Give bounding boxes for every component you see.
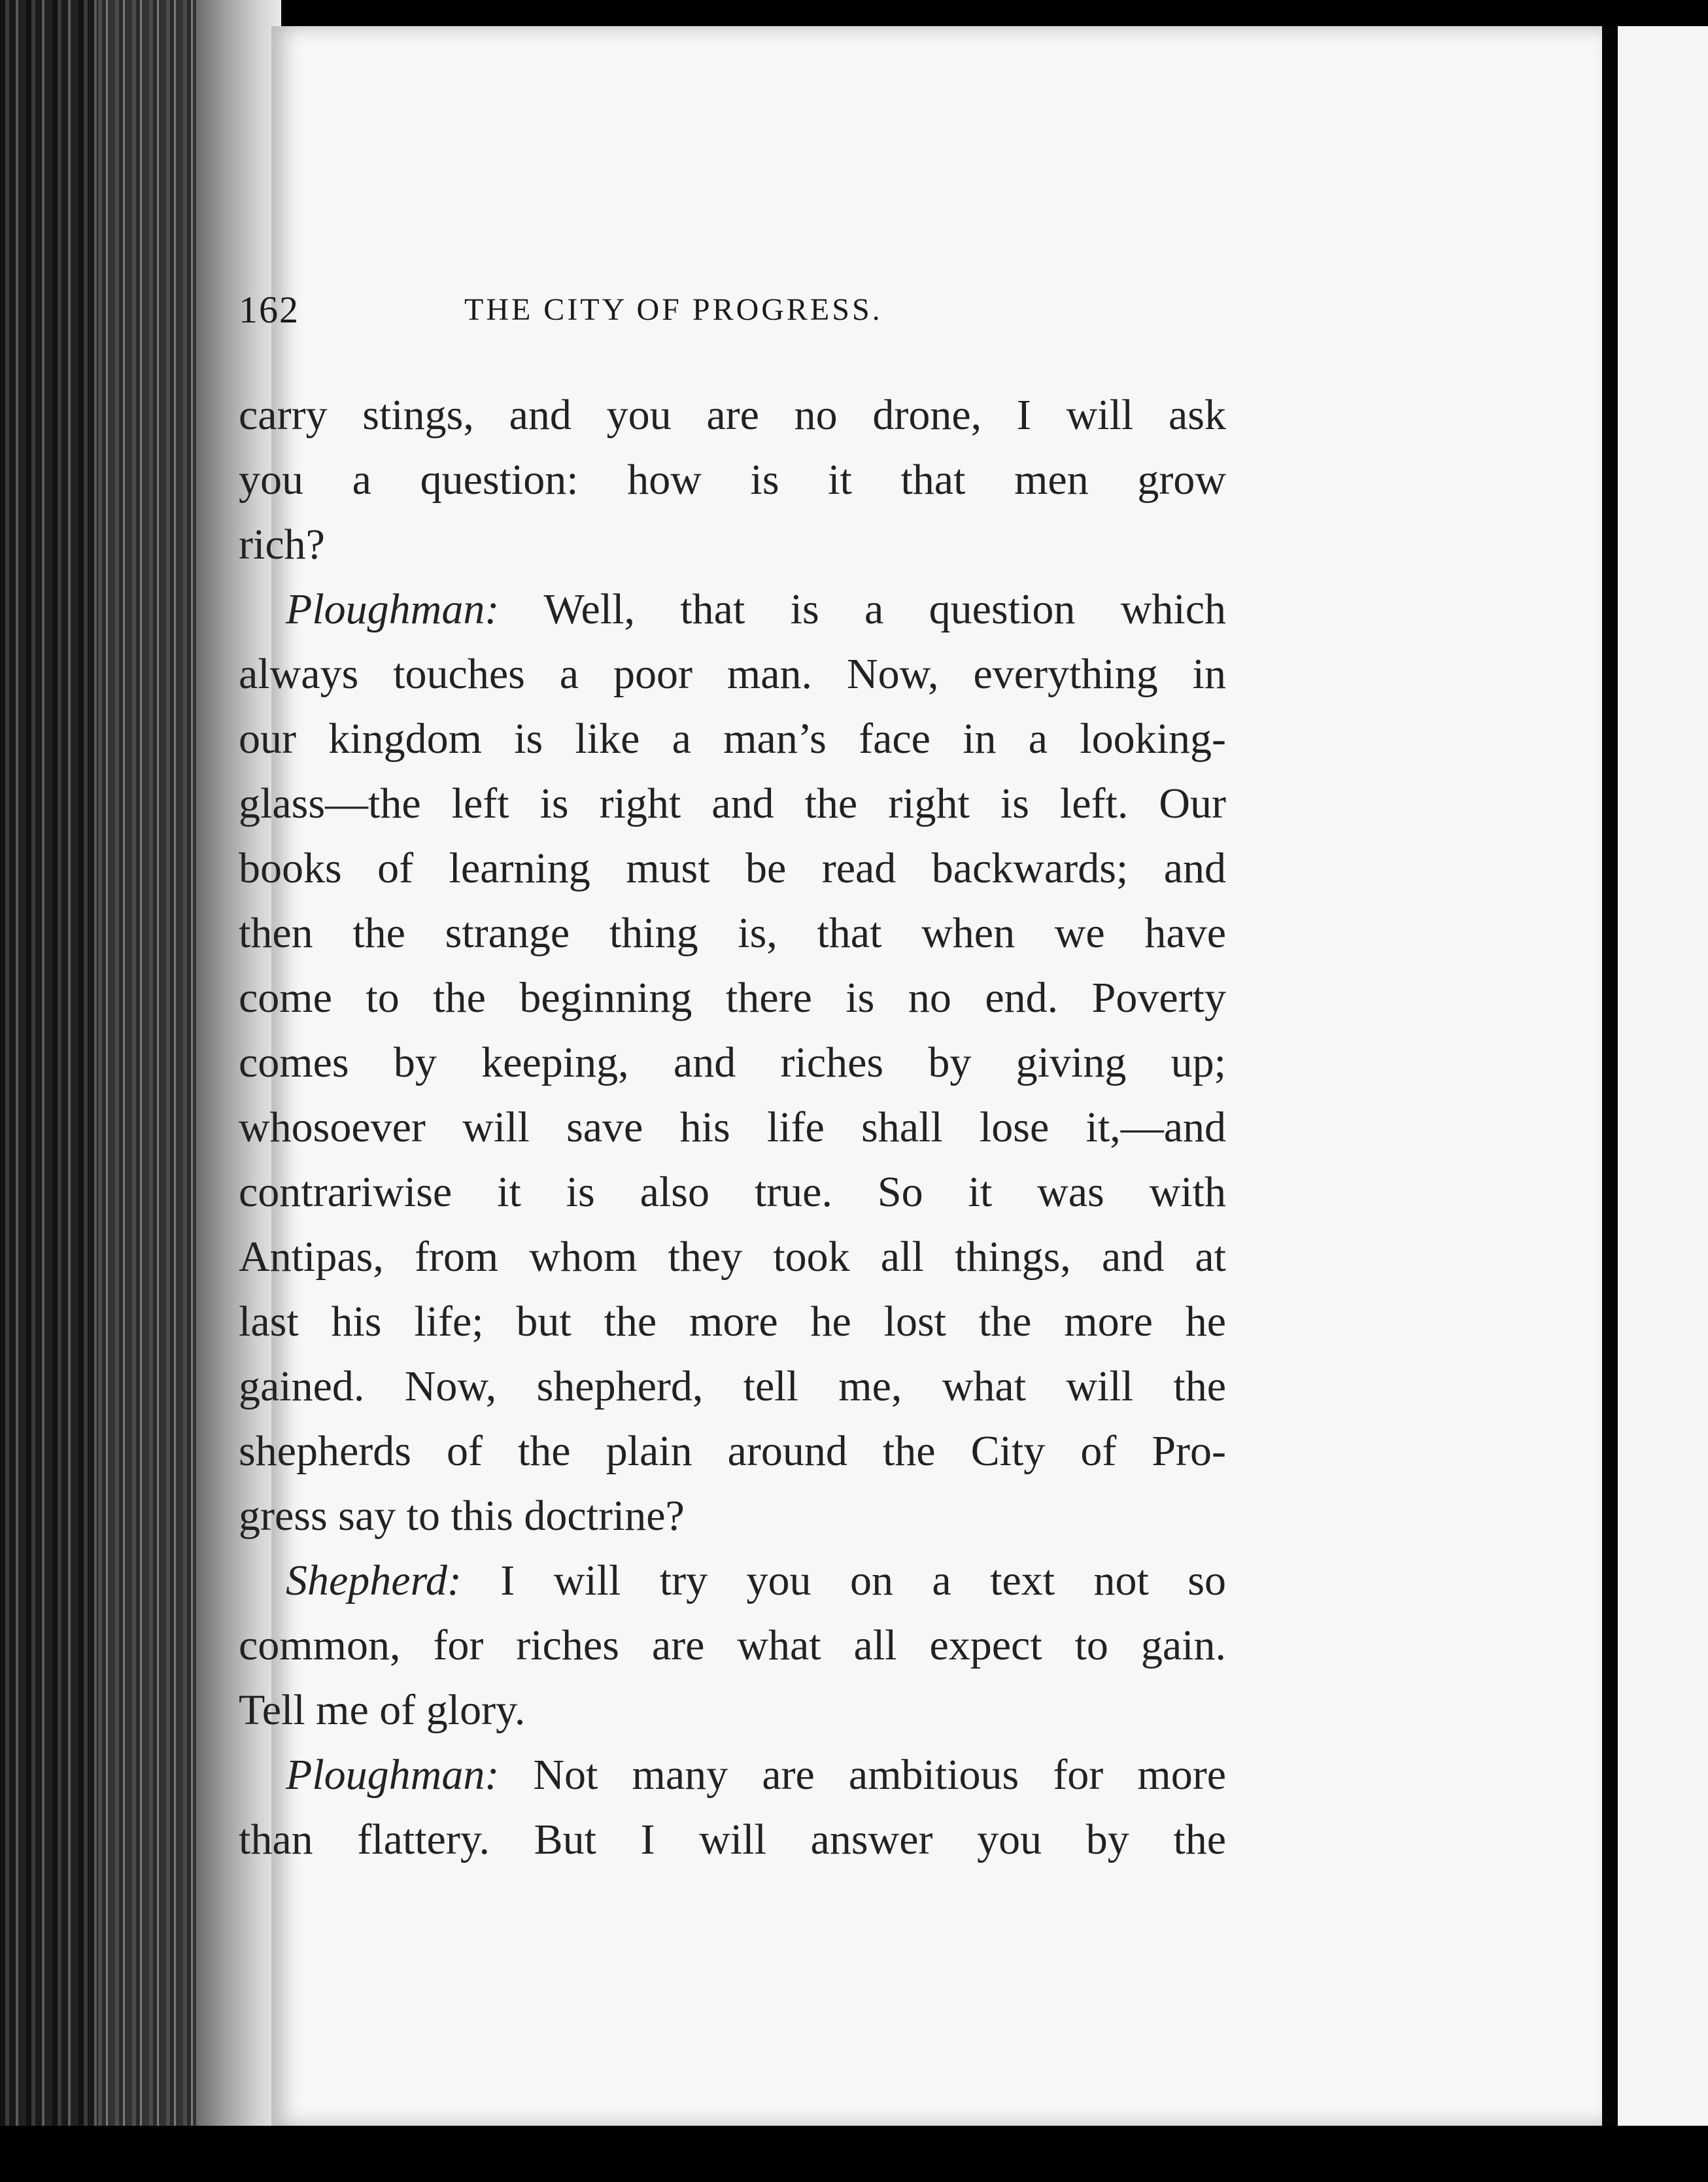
facing-page-edge	[1618, 26, 1708, 2126]
text-line: Tell me of glory.	[239, 1686, 526, 1734]
speaker-name: Ploughman:	[286, 585, 500, 633]
text-line: last his life; but the more he lost the more he	[239, 1298, 1226, 1345]
book-gutter	[1602, 26, 1618, 2126]
text-line: glass—the left is right and the right is left. Our	[239, 780, 1226, 827]
text-line: shepherds of the plain around the City of Pro-	[239, 1427, 1226, 1475]
text-line: our kingdom is like a man’s face in a looking-	[239, 715, 1226, 763]
text-line: comes by keeping, and riches by giving up;	[239, 1039, 1226, 1086]
text-line: common, for riches are what all expect to gain.	[239, 1621, 1226, 1669]
text-line: books of learning must be read backwards; and	[239, 844, 1226, 892]
page-number: 162	[239, 288, 299, 331]
text-line: contrariwise it is also true. So it was with	[239, 1168, 1226, 1216]
text-line: always touches a poor man. Now, everything in	[239, 650, 1226, 698]
text-line: gress say to this doctrine?	[239, 1492, 685, 1540]
dialogue-text: Well, that is a question which	[499, 585, 1226, 633]
speaker-name: Ploughman:	[286, 1751, 500, 1799]
running-head-title: THE CITY OF PROGRESS.	[464, 292, 883, 327]
text-line-dialogue	[239, 1742, 1226, 1807]
running-head	[239, 288, 1255, 340]
page-text	[239, 383, 1226, 1872]
text-line: rich?	[239, 521, 325, 568]
text-line: you a question: how is it that men grow	[239, 456, 1226, 504]
speaker-name: Shepherd:	[286, 1557, 462, 1604]
text-line: Antipas, from whom they took all things, and at	[239, 1233, 1226, 1281]
text-line: carry stings, and you are no drone, I will ask	[239, 391, 1226, 439]
text-line-dialogue	[239, 1548, 1226, 1613]
text-line: then the strange thing is, that when we have	[239, 909, 1226, 957]
text-line-dialogue	[239, 577, 1226, 642]
text-line: come to the beginning there is no end. Poverty	[239, 974, 1226, 1022]
text-line: than flattery. But I will answer you by the	[239, 1816, 1226, 1863]
scan-border	[0, 2126, 1708, 2182]
text-line: gained. Now, shepherd, tell me, what will the	[239, 1362, 1226, 1410]
dialogue-text: Not many are ambitious for more	[499, 1751, 1226, 1799]
dialogue-text: I will try you on a text not so	[461, 1557, 1226, 1604]
book-page-stack	[98, 0, 203, 2182]
text-line: whosoever will save his life shall lose it,—and	[239, 1103, 1226, 1151]
